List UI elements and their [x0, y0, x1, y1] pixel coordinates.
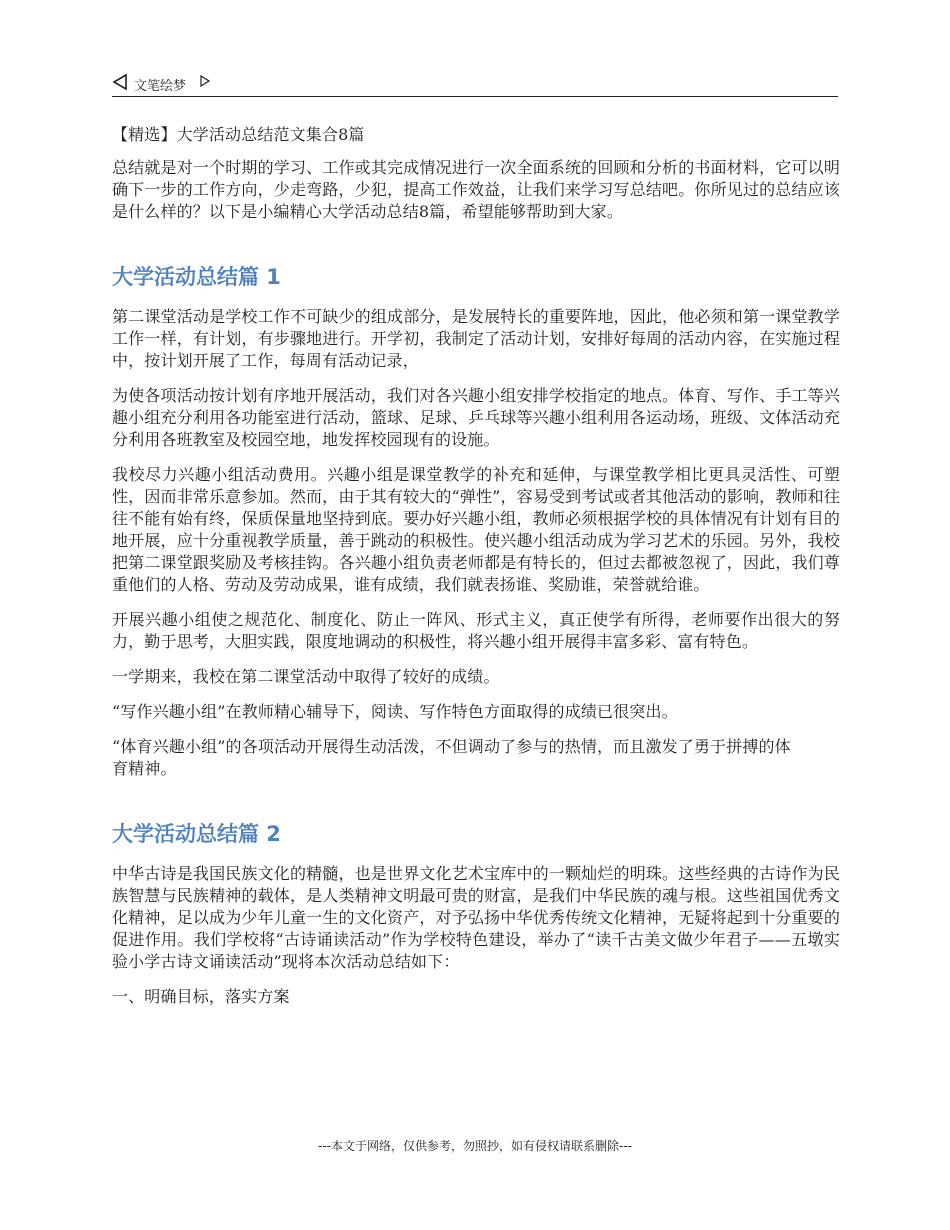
section-1-paragraph: “体育兴趣小组”的各项活动开展得生动活泼，不但调动了参与的热情，而且激发了勇于拼搏的体育精神。 — [112, 737, 791, 778]
section-2-heading: 大学活动总结篇 2 — [112, 822, 281, 846]
section-1-paragraph: 为使各项活动按计划有序地开展活动，我们对各兴趣小组安排学校指定的地点。体育、写作、手工等兴趣小组充分利用各功能室进行活动，篮球、足球、乒乓球等兴趣小组利用各运动场，班级、文体活动充分利用各班教室及校园空地，地发挥校园现有的设施。 — [112, 386, 840, 449]
page-footer: ---本文于网络，仅供参考，勿照抄，如有侵权请联系删除--- — [318, 1139, 632, 1153]
triangle-right-outline-icon — [200, 75, 210, 87]
section-1-paragraph: 开展兴趣小组使之规范化、制度化、防止一阵风、形式主义，真正使学有所得，老师要作出很大的努力，勤于思考，大胆实践，限度地调动的积极性，将兴趣小组开展得丰富多彩、富有特色。 — [112, 610, 840, 651]
section-1-heading: 大学活动总结篇 1 — [112, 265, 281, 289]
page-header — [112, 70, 838, 97]
section-1-paragraph: 我校尽力兴趣小组活动费用。兴趣小组是课堂教学的补充和延伸，与课堂教学相比更具灵活性、可塑性，因而非常乐意参加。然而，由于其有较大的“弹性”，容易受到考试或者其他活动的影响，教师和往往不能有始有终，保质保量地坚持到底。要办好兴趣小组，教师必须根据学校的具体情况有计划有目的地开展，应十分重视教学质量，善于跳动的积极性。使兴趣小组活动成为学习艺术的乐园。另外，我校把第二课堂跟奖励及考核挂钩。各兴趣小组负责老师都是有特长的，但过去都被忽视了，因此，我们尊重他们的人格、劳动及劳动成果，谁有成绩，我们就表扬谁、奖励谁，荣誉就给谁。 — [112, 465, 840, 594]
section-1-paragraph: 一学期来，我校在第二课堂活动中取得了较好的成绩。 — [112, 667, 500, 686]
brand-name: 文笔绘梦 — [134, 79, 187, 94]
section-2-subheading: 一、明确目标，落实方案 — [112, 987, 290, 1006]
section-1-paragraph: “写作兴趣小组”在教师精心辅导下，阅读、写作特色方面取得的成绩已很突出。 — [112, 702, 678, 721]
triangle-left-outline-icon — [112, 73, 128, 91]
section-1-paragraph: 第二课堂活动是学校工作不可缺少的组成部分，是发展特长的重要阵地，因此，他必须和第一课堂教学工作一样，有计划，有步骤地进行。开学初，我制定了活动计划，安排好每周的活动内容，在实施过程中，按计划开展了工作，每周有活动记录， — [112, 307, 840, 370]
intro-paragraph: 总结就是对一个时期的学习、工作或其完成情况进行一次全面系统的回顾和分析的书面材料，它可以明确下一步的工作方向，少走弯路，少犯，提高工作效益，让我们来学习写总结吧。你所见过的总结应该是什么样的？以下是小编精心大学活动总结8篇，希望能够帮助到大家。 — [112, 158, 840, 221]
section-2-paragraph: 中华古诗是我国民族文化的精髓，也是世界文化艺术宝库中的一颗灿烂的明珠。这些经典的古诗作为民族智慧与民族精神的载体，是人类精神文明最可贵的财富，是我们中华民族的魂与根。这些祖国优秀文化精神，足以成为少年儿童一生的文化资产，对予弘扬中华优秀传统文化精神，无疑将起到十分重要的促进作用。我们学校将“古诗诵读活动”作为学校特色建设，举办了“读千古美文做少年君子——五墩实验小学古诗文诵读活动”现将本次活动总结如下： — [112, 864, 840, 971]
document-body — [112, 124, 840, 1021]
document-title: 【精选】大学活动总结范文集合8篇 — [112, 125, 365, 144]
